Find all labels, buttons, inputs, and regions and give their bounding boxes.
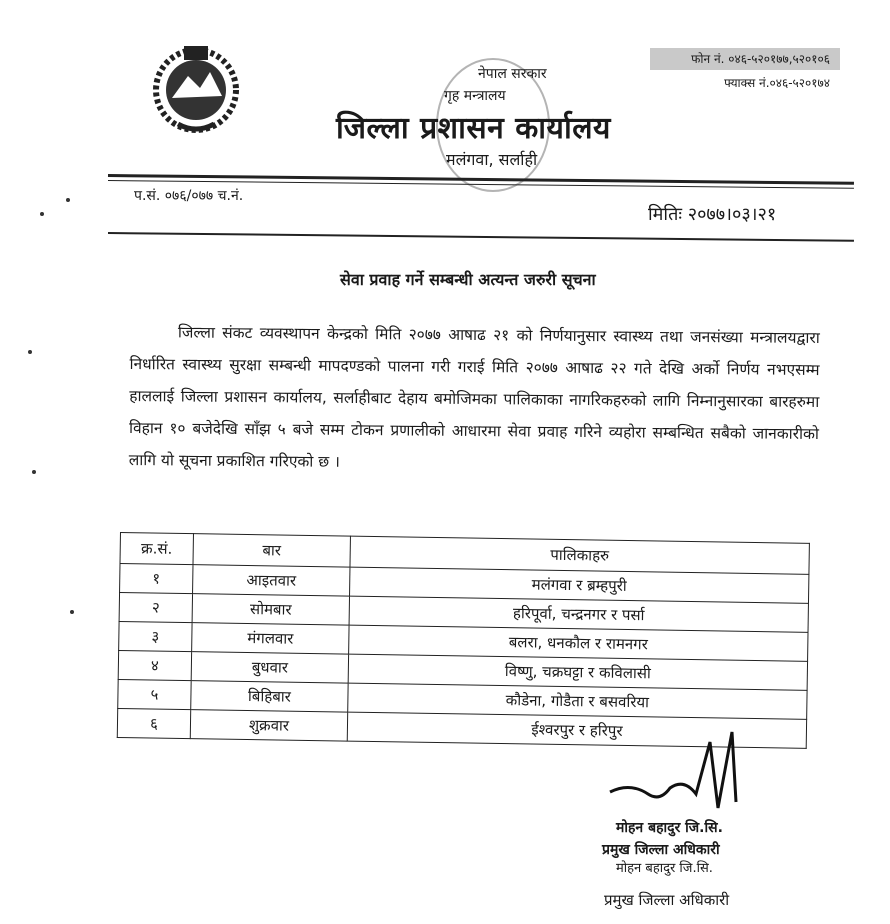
municipalities-cell: ईश्वरपुर र हरिपुर xyxy=(347,712,806,748)
office-title: जिल्ला प्रशासन कार्यालय xyxy=(336,111,611,146)
signature-scribble xyxy=(600,722,770,812)
serial-cell: ५ xyxy=(118,679,191,709)
municipalities-cell: बलरा, धनकौल र रामनगर xyxy=(349,625,808,661)
fax-number: फ्याक्स नं.०४६-५२०१७४ xyxy=(724,76,830,90)
government-emblem-icon xyxy=(148,38,244,134)
notice-subject: सेवा प्रवाह गर्ने सम्बन्धी अत्यन्त जरुरी सूचना xyxy=(340,270,596,289)
reference-number: प.सं. ०७६/०७७ च.नं. xyxy=(134,188,244,204)
municipalities-cell: मलंगवा र ब्रम्हपुरी xyxy=(350,567,809,603)
day-cell: बिहिबार xyxy=(191,681,348,712)
day-cell: मंगलवार xyxy=(192,623,349,654)
signatory-title: प्रमुख जिल्ला अधिकारी xyxy=(602,842,720,858)
municipalities-cell: हरिपूर्वा, चन्द्रनगर र पर्सा xyxy=(349,596,808,632)
serial-cell: ३ xyxy=(119,621,192,651)
phone-number: फोन नं. ०४६-५२०१७७,५२०१०६ xyxy=(650,48,840,70)
day-cell: बुधवार xyxy=(191,652,348,683)
serial-cell: ४ xyxy=(118,650,191,680)
header-day: बार xyxy=(193,534,350,567)
municipalities-cell: विष्णु, चक्रघट्टा र कविलासी xyxy=(348,654,807,690)
municipalities-cell: कौडेना, गोडैता र बसवरिया xyxy=(348,683,807,719)
scan-speck xyxy=(66,198,70,202)
day-cell: शुक्रवार xyxy=(190,710,347,741)
government-name: नेपाल सरकार xyxy=(478,66,547,82)
header-serial: क्र.सं. xyxy=(120,533,193,565)
notice-date: मितिः २०७७।०३।२१ xyxy=(648,204,777,225)
serial-cell: १ xyxy=(120,564,193,594)
scan-speck xyxy=(28,350,32,354)
serial-cell: ६ xyxy=(117,708,190,738)
header-municipalities: पालिकाहरु xyxy=(350,536,809,574)
office-place: मलंगवा, सर्लाही xyxy=(446,150,538,169)
serial-cell: २ xyxy=(119,593,192,623)
scan-speck xyxy=(32,470,36,474)
day-cell: सोमबार xyxy=(192,594,349,625)
signatory-name-stamp: मोहन बहादुर जि.सि. xyxy=(616,861,713,876)
scan-speck xyxy=(70,610,74,614)
scan-speck xyxy=(40,212,44,216)
contact-info xyxy=(650,48,840,94)
schedule-table xyxy=(117,532,810,749)
signatory-title-printed: प्रमुख जिल्ला अधिकारी xyxy=(604,891,730,909)
notice-body: जिल्ला संकट व्यवस्थापन केन्द्रको मिति २०७७ आषाढ २१ को निर्णयानुसार स्वास्थ्य तथा जनसंख्या मन्त्रालयद्वारा निर्धारित स्वास्थ्य सुरक्षा सम्बन्धी मापदण्डको पालना गरी गराई मिति २०७७ आषाढ २२ गते देखि अर्को निर्णय नभएसम्म हाललाई जिल्ला प्रशासन कार्यालय, सर्लाहीबाट देहाय बमोजिमका पालिकाका नागरिकहरुको लागि निम्नानुसारका बारहरुमा विहान १० बजेदेखि साँझ ५ बजे सम्म टोकन प्रणालीको आधारमा सेवा प्रवाह गरिने व्यहोरा सम्बन्धित सबैको जानकारीको लागि यो सूचना प्रकाशित गरिएको छ । xyxy=(128,323,820,471)
day-cell: आइतवार xyxy=(193,565,350,596)
reference-rule xyxy=(108,232,854,242)
ministry-name: गृह मन्त्रालय xyxy=(444,88,506,104)
signatory-name: मोहन बहादुर जि.सि. xyxy=(616,820,723,836)
